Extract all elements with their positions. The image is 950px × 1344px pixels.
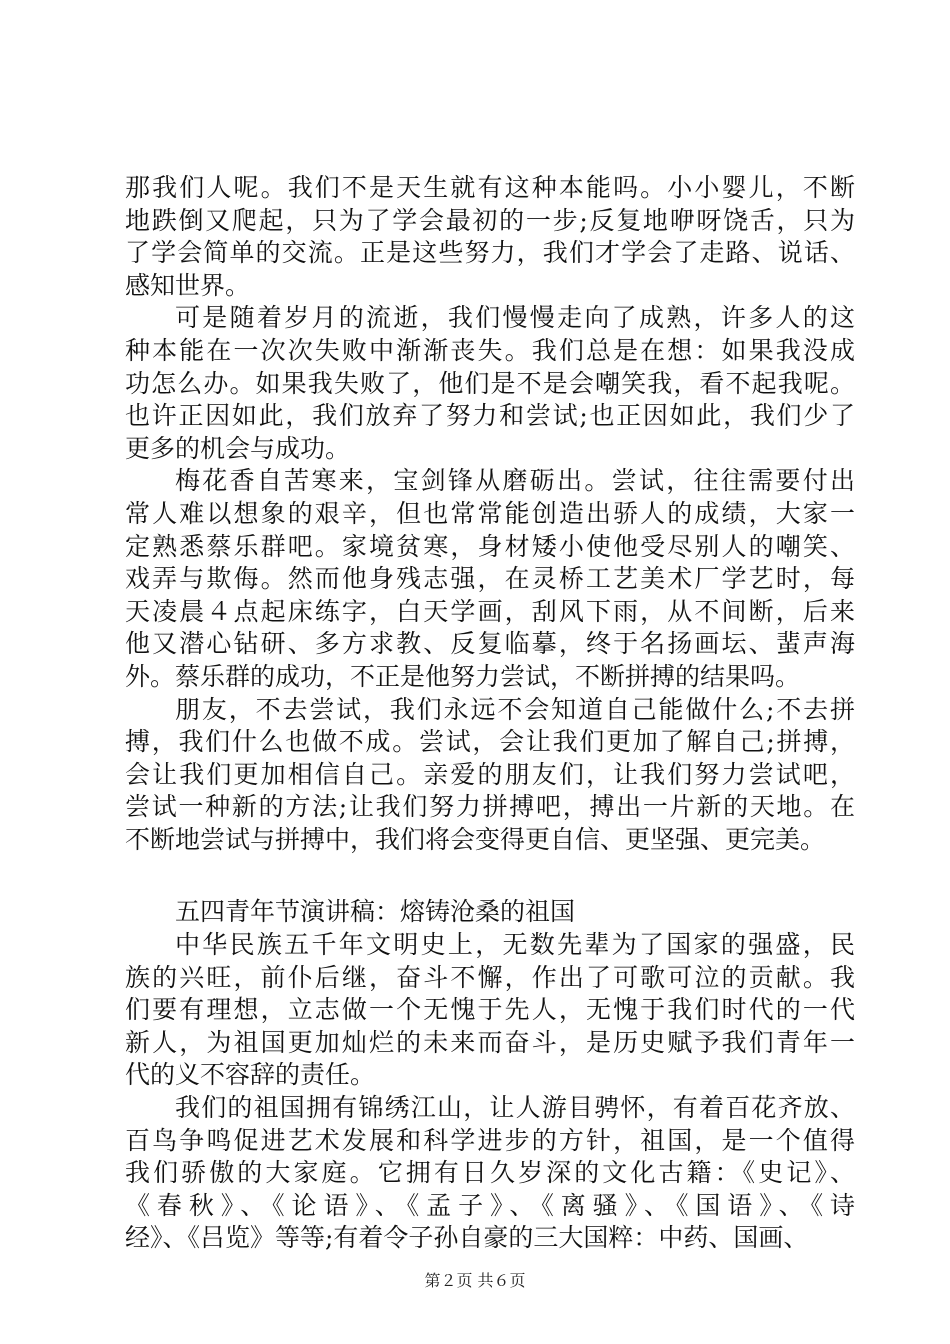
text-line: 新人，为祖国更加灿烂的未来而奋斗，是历史赋予我们青年一 bbox=[125, 1027, 855, 1057]
text-line: 功怎么办。如果我失败了，他们是不是会嘲笑我，看不起我呢。 bbox=[125, 368, 855, 398]
text-line: 了学会简单的交流。正是这些努力，我们才学会了走路、说话、 bbox=[125, 238, 855, 268]
text-line: 不断地尝试与拼搏中，我们将会变得更自信、更坚强、更完美。 bbox=[125, 824, 826, 854]
speech-part-2 bbox=[125, 929, 855, 1255]
text-line: 戏弄与欺侮。然而他身残志强，在灵桥工艺美术厂学艺时，每 bbox=[125, 564, 855, 594]
text-line: 地跌倒又爬起，只为了学会最初的一步;反复地咿呀饶舌，只为 bbox=[125, 205, 855, 235]
text-line: 尝试一种新的方法;让我们努力拼搏吧，搏出一片新的天地。在 bbox=[125, 792, 855, 822]
text-line: 定熟悉蔡乐群吧。家境贫寒，身材矮小使他受尽别人的嘲笑、 bbox=[125, 531, 855, 561]
page-footer: 第２页 共６页 bbox=[424, 1271, 526, 1290]
text-line: 可是随着岁月的流逝，我们慢慢走向了成熟，许多人的这 bbox=[175, 303, 855, 333]
text-line: 代的义不容辞的责任。 bbox=[125, 1060, 376, 1090]
text-line: 他又潜心钻研、多方求教、反复临摹，终于名扬画坛、蜚声海 bbox=[125, 629, 855, 659]
paragraph bbox=[125, 302, 855, 465]
text-line: 百鸟争鸣促进艺术发展和科学进步的方针，祖国，是一个值得 bbox=[125, 1125, 855, 1155]
text-line: 会让我们更加相信自己。亲爱的朋友们，让我们努力尝试吧， bbox=[125, 759, 855, 789]
text-line: 搏，我们什么也做不成。尝试，会让我们更加了解自己;拼搏， bbox=[125, 727, 855, 757]
text-line: 经》、《吕览》等等;有着令子孙自豪的三大国粹：中药、国画、 bbox=[125, 1223, 809, 1253]
paragraph bbox=[125, 1092, 855, 1255]
section-gap bbox=[125, 856, 855, 896]
paragraph bbox=[125, 465, 855, 693]
text-line: 《春秋》、《论语》、《孟子》、《离骚》、《国语》、《诗 bbox=[125, 1190, 855, 1220]
text-line: 我们骄傲的大家庭。它拥有日久岁深的文化古籍：《史记》、 bbox=[125, 1158, 855, 1188]
text-line: 梅花香自苦寒来，宝剑锋从磨砺出。尝试，往往需要付出 bbox=[175, 466, 855, 496]
text-line: 外。蔡乐群的成功，不正是他努力尝试，不断拼搏的结果吗。 bbox=[125, 661, 801, 691]
text-line: 朋友，不去尝试，我们永远不会知道自己能做什么;不去拼 bbox=[175, 694, 855, 724]
text-line: 感知世界。 bbox=[125, 270, 251, 300]
text-line: 中华民族五千年文明史上，无数先辈为了国家的强盛，民 bbox=[175, 930, 855, 960]
text-line: 天凌晨４点起床练字，白天学画，刮风下雨，从不间断，后来 bbox=[125, 596, 855, 626]
paragraph bbox=[125, 929, 855, 1092]
text-line: 那我们人呢。我们不是天生就有这种本能吗。小小婴儿，不断 bbox=[125, 173, 855, 202]
body-text bbox=[125, 172, 855, 1255]
text-line: 也许正因如此，我们放弃了努力和尝试;也正因如此，我们少了 bbox=[125, 401, 855, 431]
text-line: 常人难以想象的艰辛，但也常常能创造出骄人的成绩，大家一 bbox=[125, 498, 855, 528]
text-line: 们要有理想，立志做一个无愧于先人，无愧于我们时代的一代 bbox=[125, 995, 855, 1025]
paragraph bbox=[125, 694, 855, 857]
text-line: 种本能在一次次失败中渐渐丧失。我们总是在想：如果我没成 bbox=[125, 335, 855, 365]
text-line: 我们的祖国拥有锦绣江山，让人游目骋怀，有着百花齐放、 bbox=[175, 1093, 855, 1123]
paragraph bbox=[125, 172, 855, 302]
text-line: 更多的机会与成功。 bbox=[125, 433, 351, 463]
section-title: 五四青年节演讲稿：熔铸沧桑的祖国 bbox=[175, 897, 576, 927]
text-line: 族的兴旺，前仆后继，奋斗不懈，作出了可歌可泣的贡献。我 bbox=[125, 962, 855, 992]
speech-part-1 bbox=[125, 172, 855, 856]
